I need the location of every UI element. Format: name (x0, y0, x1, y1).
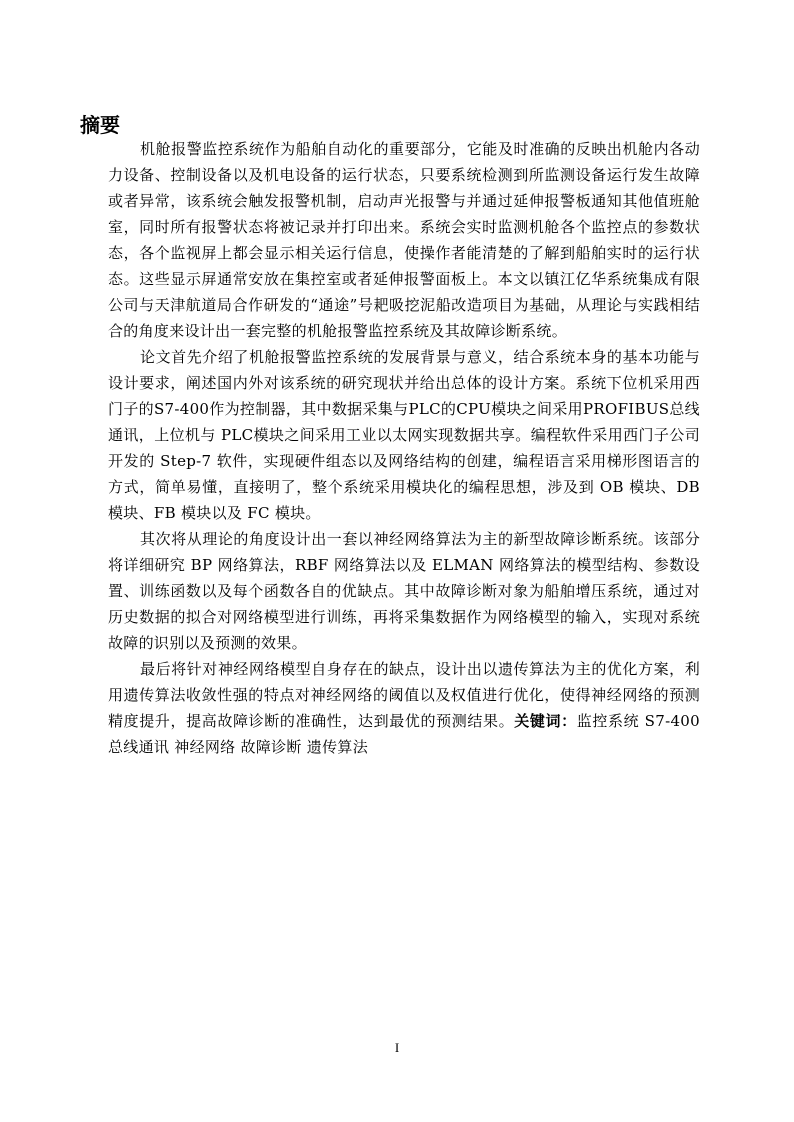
abstract-paragraph-1: 机舱报警监控系统作为船舶自动化的重要部分，它能及时准确的反映出机舱内各动力设备、控制设备以及机电设备的运行状态，只要系统检测到所监测设备运行发生故障或者异常，该系统会触发报警机制，启动声光报警与并通过延伸报警板通知其他值班舱室，同时所有报警状态将被记录并打印出来。系统会实时监测机舱各个监控点的参数状态，各个监视屏上都会显示相关运行信息，使操作者能清楚的了解到船舶实时的运行状态。这些显示屏通常安放在集控室或者延伸报警面板上。本文以镇江亿华系统集成有限公司与天津航道局合作研发的“通途”号耙吸挖泥船改造项目为基础，从理论与实践相结合的角度来设计出一套完整的机舱报警监控系统及其故障诊断系统。 (108, 140, 700, 340)
abstract-paragraph-2: 论文首先介绍了机舱报警监控系统的发展背景与意义，结合系统本身的基本功能与设计要求，阐述国内外对该系统的研究现状并给出总体的设计方案。系统下位机采用西门子的S7-400作为控制器，其中数据采集与PLC的CPU模块之间采用PROFIBUS总线通讯，上位机与 PLC模块之间采用工业以太网实现数据共享。编程软件采用西门子公司开发的 Step-7 软件，实现硬件组态以及网络结构的创建，编程语言采用梯形图语言的方式，简单易懂，直接明了，整个系统采用模块化的编程思想，涉及到 OB 模块、DB 模块、FB 模块以及 FC 模块。 (108, 348, 700, 522)
keywords-list: 监控系统 S7-400 总线通讯 神经网络 故障诊断 遗传算法 (108, 712, 700, 756)
abstract-body (108, 136, 700, 760)
page-number: I (394, 1040, 400, 1055)
abstract-paragraph-3: 其次将从理论的角度设计出一套以神经网络算法为主的新型故障诊断系统。该部分将详细研究 BP 网络算法，RBF 网络算法以及 ELMAN 网络算法的模型结构、参数设置、训练函数以及每个函数各自的优缺点。其中故障诊断对象为船舶增压系统，通过对历史数据的拟合对网络模型进行训练，再将采集数据作为网络模型的输入，实现对系统故障的识别以及预测的效果。 (108, 530, 700, 652)
abstract-paragraph-4-text: 最后将针对神经网络模型自身存在的缺点，设计出以遗传算法为主的优化方案，利用遗传算法收敛性强的特点对神经网络的阈值以及权值进行优化，使得神经网络的预测精度提升，提高故障诊断的准确性，达到最优的预测结果。 (108, 660, 700, 730)
abstract-heading: 摘要 (80, 113, 120, 137)
keywords-label: 关键词： (514, 712, 577, 730)
abstract-paragraph-4 (108, 656, 700, 760)
